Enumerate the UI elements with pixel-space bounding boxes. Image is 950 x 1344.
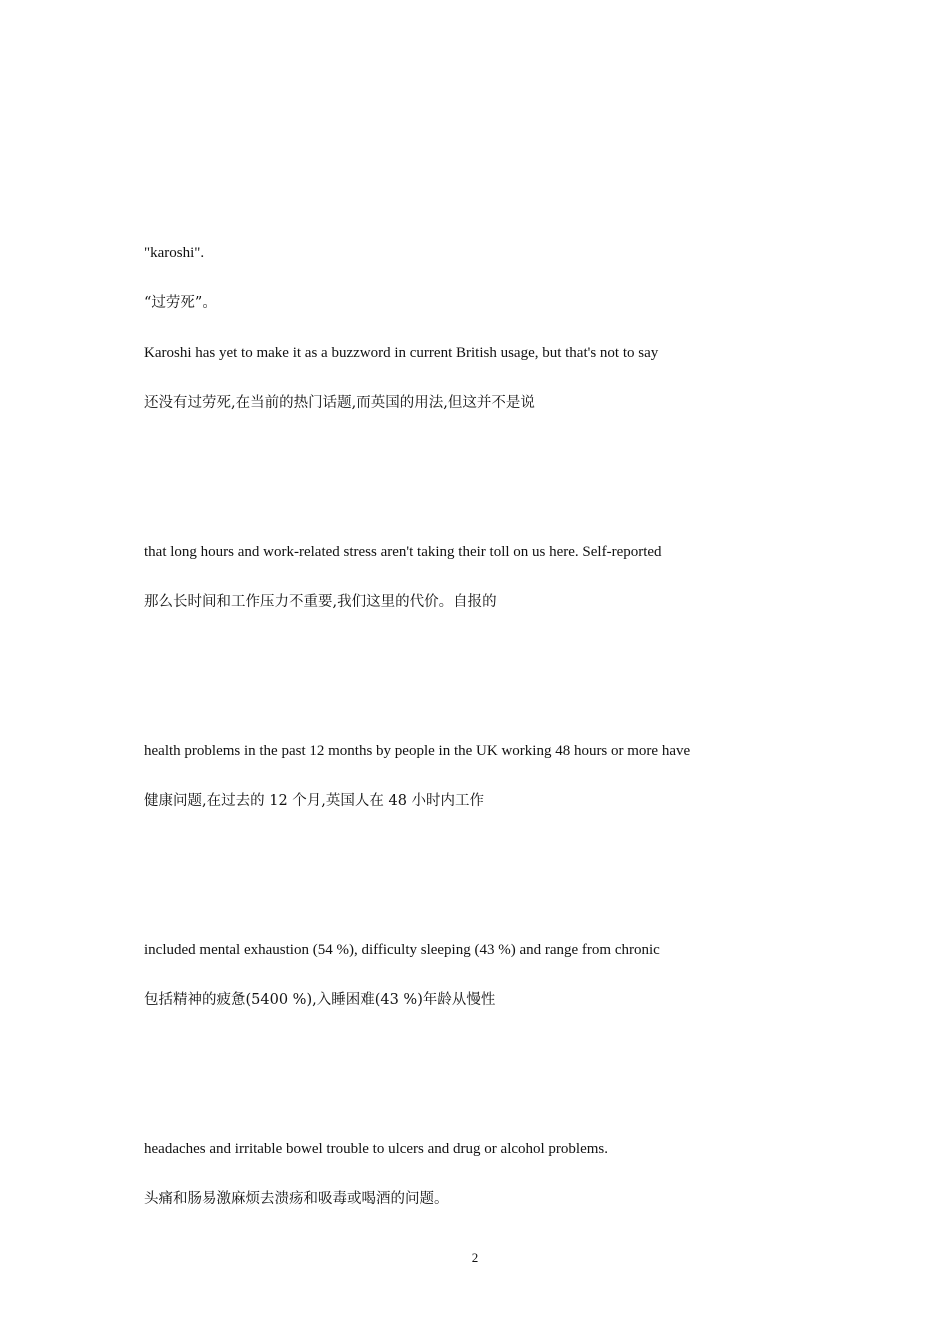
text-line-zh-3: 那么长时间和工作压力不重要,我们这里的代价。自报的 bbox=[144, 594, 497, 610]
text-line-zh-5: 包括精神的疲惫(5400 %),入睡困难(43 %)年龄从慢性 bbox=[144, 992, 496, 1008]
text-line-en-2: Karoshi has yet to make it as a buzzword in current British usage, but that's not to say bbox=[144, 345, 659, 361]
text-line-en-4: health problems in the past 12 months by people in the UK working 48 hours or more have bbox=[144, 743, 691, 759]
text-line-en-5: included mental exhaustion (54 %), difficulty sleeping (43 %) and range from chronic bbox=[144, 942, 660, 958]
text-line-en-1: "karoshi". bbox=[144, 245, 205, 261]
text-line-zh-4: 健康问题,在过去的 12 个月,英国人在 48 小时内工作 bbox=[144, 793, 485, 809]
text-line-en-6: headaches and irritable bowel trouble to ulcers and drug or alcohol problems. bbox=[144, 1141, 609, 1157]
text-line-en-3: that long hours and work-related stress aren't taking their toll on us here. Self-reported bbox=[144, 544, 662, 560]
text-line-zh-6: 头痛和肠易激麻烦去溃疡和吸毒或喝酒的问题。 bbox=[144, 1191, 449, 1207]
text-line-zh-2: 还没有过劳死,在当前的热门话题,而英国的用法,但这并不是说 bbox=[144, 395, 535, 411]
page-number: 2 bbox=[471, 1250, 479, 1265]
text-line-zh-1: “过劳死”。 bbox=[144, 295, 217, 311]
